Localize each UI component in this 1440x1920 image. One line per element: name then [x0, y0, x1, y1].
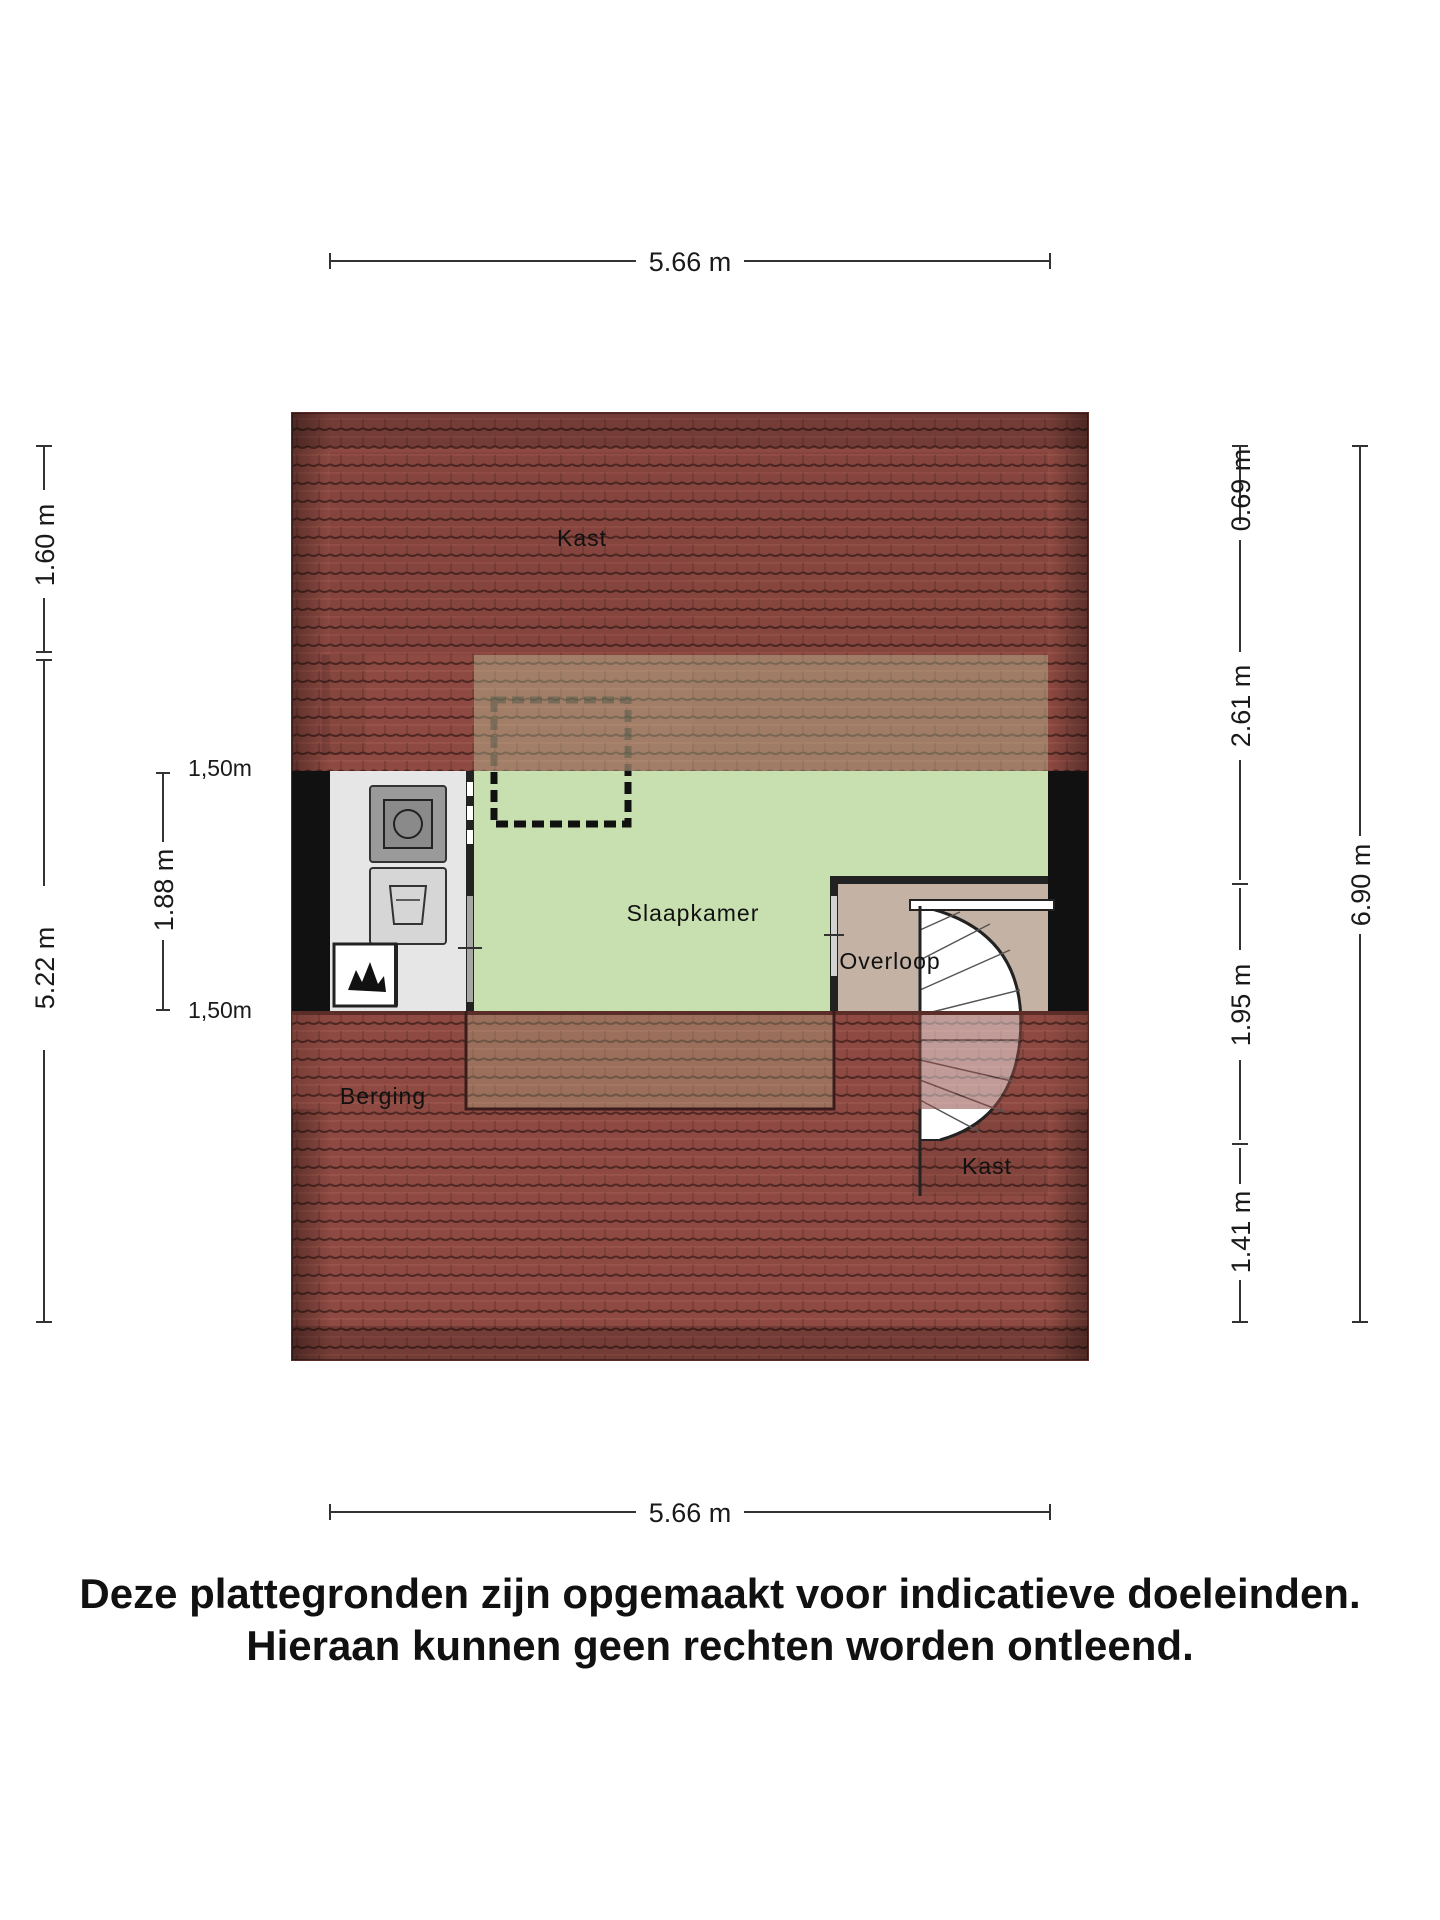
washing-machine-icon — [370, 786, 446, 862]
boiler-icon — [334, 944, 398, 1006]
dimension-left-upper-label: 1.60 m — [30, 503, 60, 587]
dimension-right-3-label: 1.95 m — [1226, 963, 1256, 1047]
room-label-kast-top: Kast — [556, 525, 608, 551]
dryer-icon — [370, 868, 446, 944]
dimension-top — [330, 247, 1050, 277]
dimension-right-4-label: 1.41 m — [1226, 1190, 1256, 1274]
room-label-overloop: Overloop — [839, 948, 941, 974]
dimension-inner-bottom-label: 1,50m — [188, 997, 252, 1023]
dimension-bottom — [330, 1498, 1050, 1528]
dimension-bottom-label: 5.66 m — [648, 1498, 732, 1528]
wall-right — [1048, 771, 1088, 1011]
dimension-top-label: 5.66 m — [648, 247, 732, 277]
dimension-inner-left-label: 1.88 m — [149, 848, 179, 932]
dimension-left — [30, 446, 60, 1322]
dimension-right-total — [1346, 446, 1376, 1322]
dimension-right-total-label: 6.90 m — [1346, 843, 1376, 927]
dimension-right-segments — [1226, 446, 1256, 1322]
wall-left — [292, 771, 330, 1011]
dimension-right-2-label: 2.61 m — [1226, 664, 1256, 748]
disclaimer — [0, 1568, 1440, 1672]
dimension-left-lower-label: 5.22 m — [30, 926, 60, 1010]
disclaimer-line-1: Deze plattegronden zijn opgemaakt voor indicatieve doeleinden. — [79, 1570, 1361, 1617]
disclaimer-line-2: Hieraan kunnen geen rechten worden ontleend. — [246, 1622, 1194, 1669]
dimension-inner-top-label: 1,50m — [188, 755, 252, 781]
dimension-inner-left — [149, 755, 252, 1023]
dimension-right-1-label: 0.69 m — [1226, 448, 1256, 532]
room-label-slaapkamer: Slaapkamer — [626, 900, 760, 926]
room-label-berging: Berging — [339, 1083, 427, 1109]
roof-eaves-upper — [330, 655, 1048, 771]
room-label-kast-bottom: Kast — [961, 1153, 1013, 1179]
